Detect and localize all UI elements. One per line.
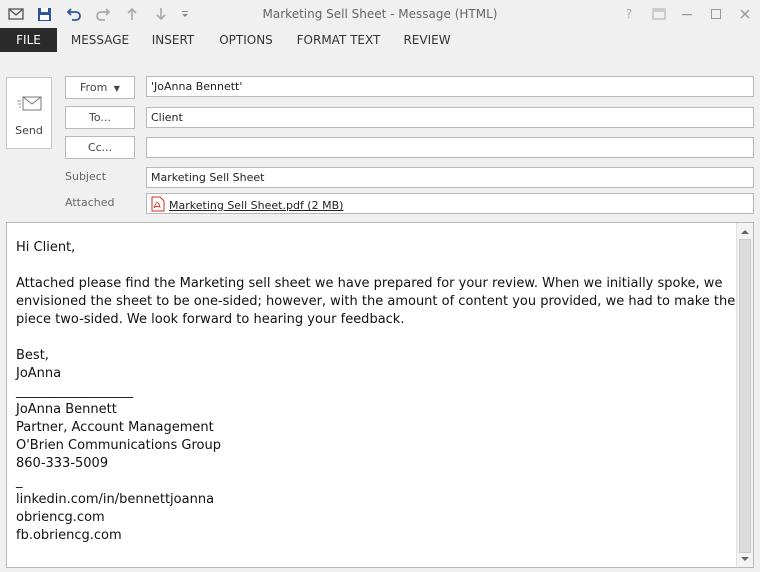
scroll-thumb[interactable] <box>739 239 751 553</box>
scroll-down-icon[interactable] <box>737 552 753 566</box>
from-button[interactable] <box>65 76 135 99</box>
attached-label: Attached <box>65 196 115 209</box>
ribbon-tabs <box>0 28 760 53</box>
to-field[interactable]: Client <box>146 107 754 128</box>
from-field[interactable]: 'JoAnna Bennett' <box>146 76 754 97</box>
message-text[interactable] <box>16 239 736 545</box>
from-label: From <box>80 81 108 94</box>
help-button[interactable] <box>620 5 638 23</box>
tab-format-text[interactable]: FORMAT TEXT <box>296 33 381 47</box>
subject-field[interactable]: Marketing Sell Sheet <box>146 167 754 188</box>
signature-facebook: fb.obriencg.com <box>16 528 122 543</box>
scroll-up-icon[interactable] <box>737 225 753 239</box>
signature-linkedin: linkedin.com/in/bennettjoanna <box>16 492 215 507</box>
closing: Best, <box>16 348 49 363</box>
signature-website: obriencg.com <box>16 510 105 525</box>
send-icon <box>17 94 43 117</box>
tab-insert[interactable]: INSERT <box>151 33 195 47</box>
attachment-field <box>146 193 754 214</box>
signature-rule: __________________ <box>16 384 133 399</box>
cc-button[interactable]: Cc... <box>65 136 135 159</box>
signature-rule-short: _ <box>16 474 23 489</box>
pdf-file-icon <box>151 196 165 215</box>
maximize-icon[interactable] <box>707 5 725 23</box>
attachment-link[interactable]: Marketing Sell Sheet.pdf (2 MB) <box>169 199 344 212</box>
cc-field[interactable] <box>146 137 754 158</box>
tab-file[interactable]: FILE <box>0 28 57 52</box>
tab-options[interactable]: OPTIONS <box>219 33 273 47</box>
signature-company: O'Brien Communications Group <box>16 438 221 453</box>
body-paragraph: Attached please find the Marketing sell sheet we have prepared for your review. When we initially spoke, we envisioned the sheet to be one-sided; however, with the amount of content you provided, we had to make the piece two-sided. We look forward to hearing your feedback. <box>16 276 736 327</box>
greeting: Hi Client, <box>16 240 76 255</box>
send-label: Send <box>15 124 43 137</box>
help-label: ? <box>625 7 633 21</box>
signature-name: JoAnna Bennett <box>16 402 117 417</box>
vertical-scrollbar[interactable] <box>736 223 753 567</box>
message-body[interactable] <box>6 222 754 568</box>
sender-first-name: JoAnna <box>16 366 62 381</box>
tab-message[interactable]: MESSAGE <box>70 33 130 47</box>
send-button[interactable] <box>6 77 52 149</box>
signature-phone: 860-333-5009 <box>16 456 109 471</box>
close-icon[interactable] <box>736 5 754 23</box>
tab-review[interactable]: REVIEW <box>403 33 451 47</box>
to-button[interactable]: To... <box>65 106 135 129</box>
ribbon-display-options-icon[interactable] <box>650 5 668 23</box>
title-bar <box>0 0 760 28</box>
window-title: Marketing Sell Sheet - Message (HTML) <box>262 7 498 21</box>
chevron-down-icon: ▼ <box>113 84 120 93</box>
subject-label: Subject <box>65 170 107 183</box>
minimize-icon[interactable] <box>678 5 696 23</box>
signature-title: Partner, Account Management <box>16 420 214 435</box>
